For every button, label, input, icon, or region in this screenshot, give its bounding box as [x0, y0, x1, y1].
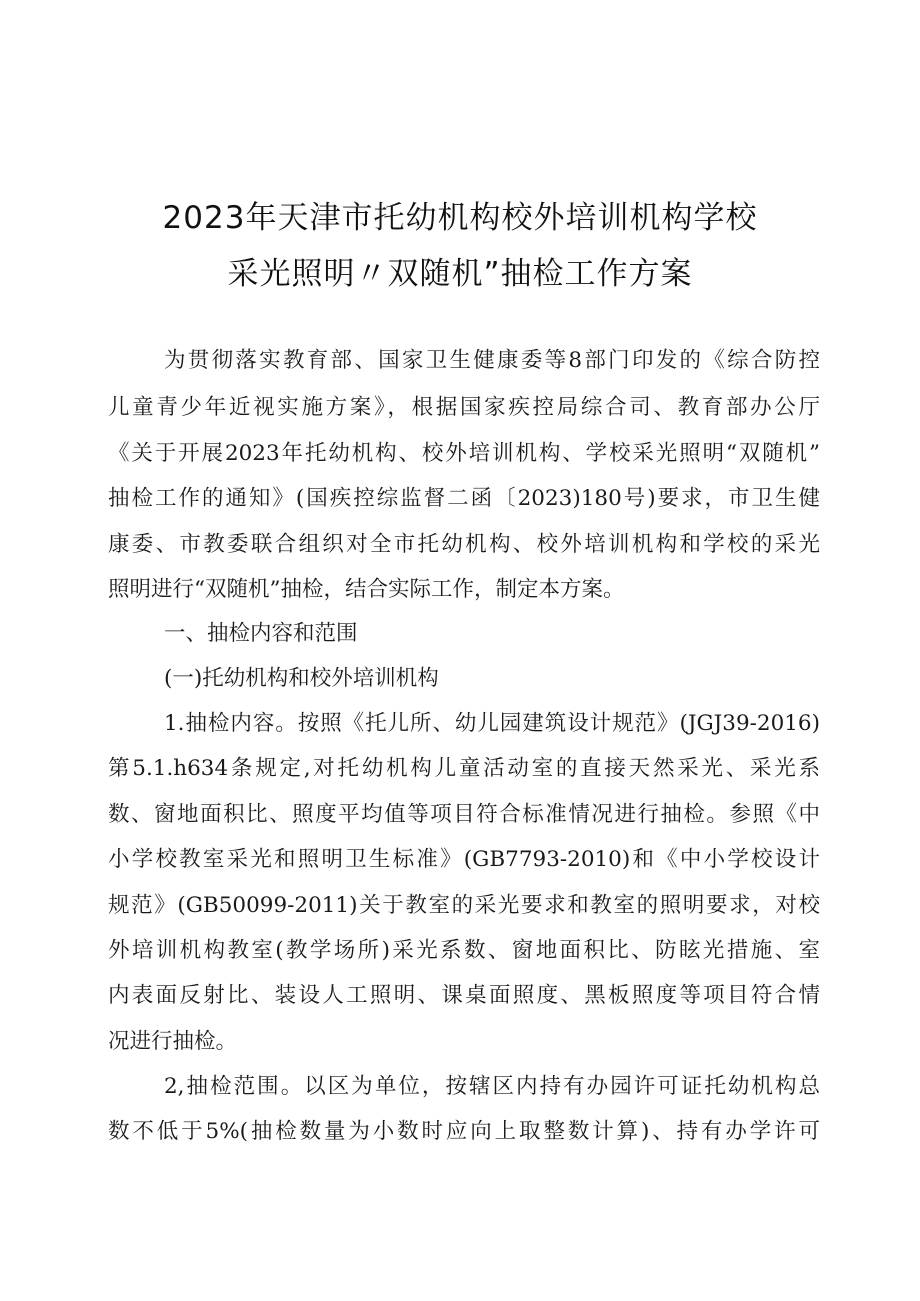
- body-line: 《关于开展2023年托幼机构、校外培训机构、学校采光照明“双随机”: [108, 441, 820, 466]
- body-line: 数、窗地面积比、照度平均值等项目符合标准情况进行抽检。参照《中: [108, 802, 820, 827]
- body-line: 第5.1.h634条规定,对托幼机构儿童活动室的直接天然采光、采光系: [108, 756, 820, 781]
- body-line: 抽检工作的通知》(国疾控综监督二函〔2023)180号)要求，市卫生健: [108, 486, 820, 511]
- body-line: 况进行抽检。: [108, 1029, 238, 1054]
- body-line: 照明进行“双随机”抽检，结合实际工作，制定本方案。: [108, 577, 625, 602]
- body-line: 外培训机构教室(教学场所)采光系数、窗地面积比、防眩光措施、室: [108, 938, 820, 963]
- body-line: 数不低于5%(抽检数量为小数时应向上取整数计算)、持有办学许可: [108, 1119, 820, 1144]
- body-line: 康委、市教委联合组织对全市托幼机构、校外培训机构和学校的采光: [108, 532, 820, 557]
- body-line: 小学校教室采光和照明卫生标准》(GB7793-2010)和《中小学校设计: [108, 847, 820, 872]
- body-line: 为贯彻落实教育部、国家卫生健康委等8部门印发的《综合防控: [164, 348, 820, 373]
- body-line: 2,抽检范围。以区为单位，按辖区内持有办园许可证托幼机构总: [164, 1074, 820, 1099]
- body-line: 规范》(GB50099-2011)关于教室的采光要求和教室的照明要求，对校: [108, 893, 820, 918]
- body-line: 内表面反射比、装设人工照明、课桌面照度、黑板照度等项目符合情: [108, 983, 820, 1008]
- document-title-line-1: 2023年天津市托幼机构校外培训机构学校: [162, 200, 758, 236]
- body-line: 儿童青少年近视实施方案》，根据国家疾控局综合司、教育部办公厅: [108, 395, 820, 420]
- subsection-heading: (一)托幼机构和校外培训机构: [164, 666, 439, 691]
- document-title-line-2: 采光照明〃双随机”抽检工作方案: [227, 256, 693, 292]
- body-line: 1.抽检内容。按照《托儿所、幼儿园建筑设计规范》(JGJ39-2016): [164, 711, 820, 736]
- section-heading: 一、抽检内容和范围: [164, 621, 358, 646]
